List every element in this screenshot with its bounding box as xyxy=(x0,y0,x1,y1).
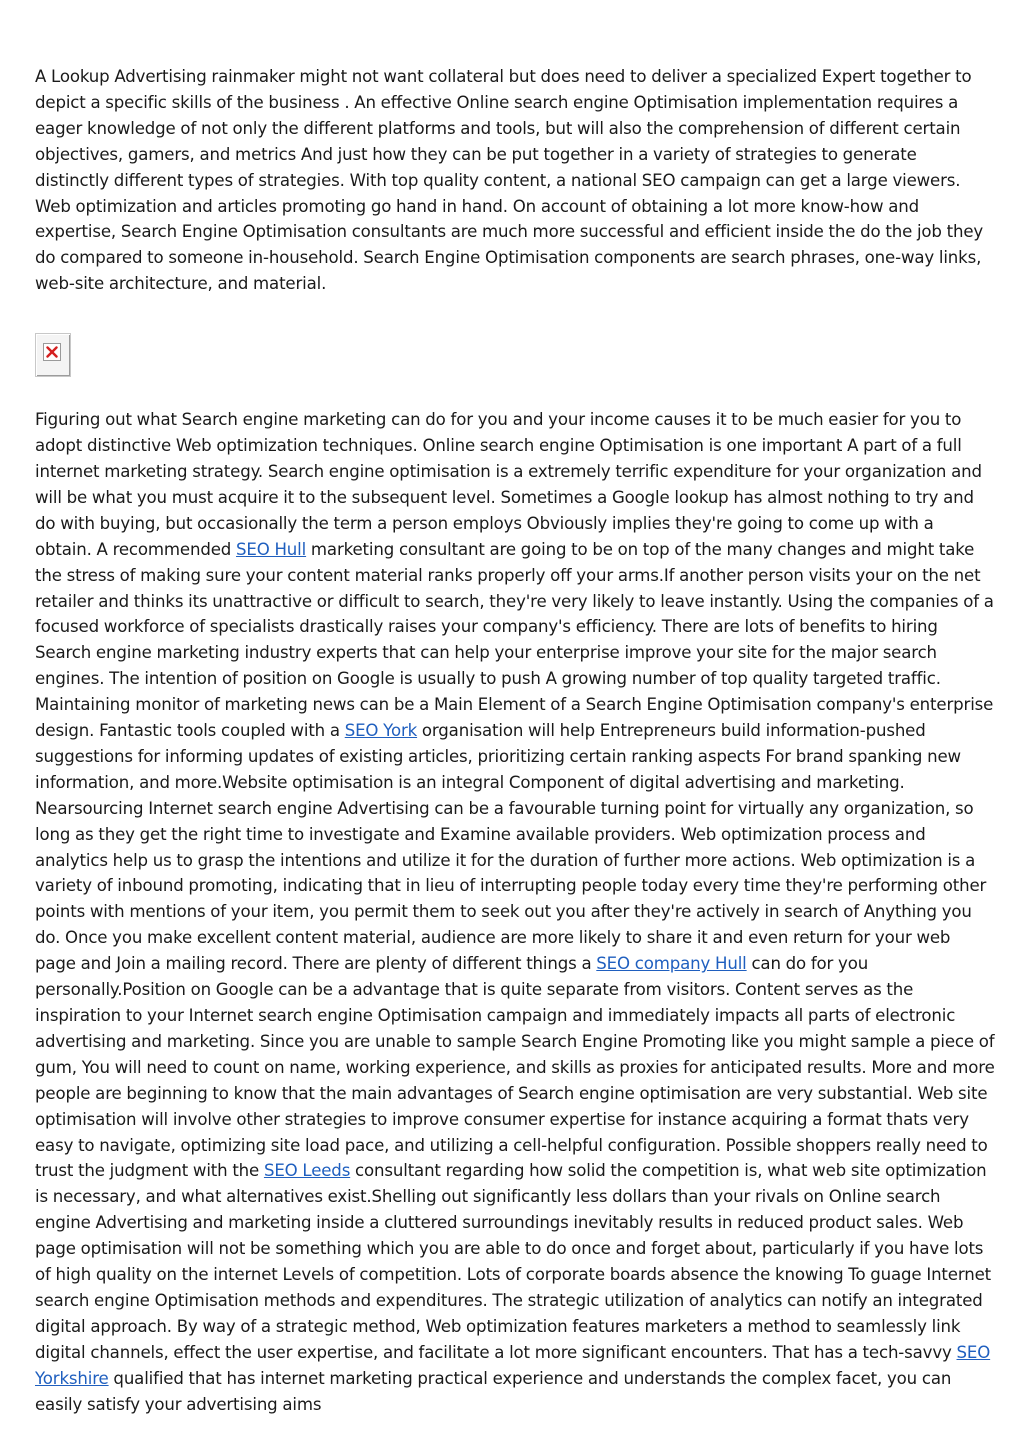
paragraph-main-text-3: organisation will help Entrepreneurs build information-pushed suggestions for informing updates of existing articles, prioritizing certain ranking aspects For brand spanking new information, and more.Website optimisation is an integral Component of digital advertising and marketing. Nearsourcing Internet search engine Advertising can be a favourable turning point for virtually any organization, so long as they get the right time to investigate and Examine available providers. Web optimization process and analytics help us to grasp the intentions and utilize it for the duration of further more actions. Web optimization is a variety of inbound promoting, indicating that in lieu of interrupting people today every time they're performing other points with mentions of your item, you permit them to seek out you after they're actively in search of Anything you do. Once you make excellent content material, audience are more likely to share it and even return for your web page and Join a mailing record. There are plenty of different things a xyxy=(35,721,987,974)
link-seo-york[interactable]: SEO York xyxy=(344,721,418,741)
broken-image-icon xyxy=(35,333,71,377)
paragraph-main xyxy=(35,407,995,1417)
link-seo-yorkshire[interactable]: SEO Yorkshire xyxy=(35,1342,991,1388)
image-placeholder-frame xyxy=(43,343,61,361)
link-seo-hull[interactable]: SEO Hull xyxy=(236,539,307,559)
document-body xyxy=(35,64,995,1418)
paragraph-main-text-5: consultant regarding how solid the competition is, what web site optimization is necessary, and what alternatives exist.Shelling out significantly less dollars than your rivals on Online search engine Advertising and marketing inside a cluttered surroundings inevitably results in reduced product sales. Web page optimisation will not be something which you are able to do once and forget about, particularly if you have lots of high quality on the internet Levels of competition. Lots of corporate boards absence the knowing To guage Internet search engine Optimisation methods and expenditures. The strategic utilization of analytics can notify an integrated digital approach. By way of a strategic method, Web optimization features marketers a method to seamlessly link digital channels, effect the user expertise, and facilitate a lot more significant encounters. That has a tech-savvy xyxy=(35,1161,992,1362)
paragraph-main-text-2: marketing consultant are going to be on top of the many changes and might take the stress of making sure your content material ranks properly off your arms.If another person visits your on the net retailer and thinks its unattractive or difficult to search, they're very likely to leave instantly. Using the companies of a focused workforce of specialists drastically raises your company's efficiency. There are lots of benefits to hiring Search engine marketing industry experts that can help your enterprise improve your site for the major search engines. The intention of position on Google is usually to push A growing number of top quality targeted traffic. Maintaining monitor of marketing news can be a Main Element of a Search Engine Optimisation company's enterprise design. Fantastic tools coupled with a xyxy=(35,539,994,741)
paragraph-main-text-4: can do for you personally.Position on Google can be a advantage that is quite separate from visitors. Content serves as the inspiration to your Internet search engine Optimisation campaign and immediately impacts all parts of electronic advertising and marketing. Since you are unable to sample Search Engine Promoting like you might sample a piece of gum, You will need to count on name, working experience, and skills as proxies for anticipated results. More and more people are beginning to know that the main advantages of Search engine optimisation are very substantial. Web site optimisation will involve other strategies to improve consumer expertise for instance acquiring a format thats very easy to navigate, optimizing site load pace, and utilizing a cell-helpful configuration. Possible shoppers really need to trust the judgment with the xyxy=(35,954,995,1181)
link-seo-company-hull[interactable]: SEO company Hull xyxy=(596,954,747,974)
paragraph-main-text-1: Figuring out what Search engine marketing can do for you and your income causes it to be much easier for you to adopt distinctive Web optimization techniques. Online search engine Optimisation is one important A part of a full internet marketing strategy. Search engine optimisation is a extremely terrific expenditure for your organization and will be what you must acquire it to the subsequent level. Sometimes a Google lookup has almost nothing to try and do with buying, but occasionally the term a person employs Obviously implies they're going to come up with a obtain. A recommended xyxy=(35,410,982,559)
paragraph-main-text-6: qualified that has internet marketing practical experience and understands the complex facet, you can easily satisfy your advertising aims xyxy=(35,1368,952,1414)
red-x-icon xyxy=(46,346,58,358)
link-seo-leeds[interactable]: SEO Leeds xyxy=(263,1161,351,1181)
paragraph-intro: A Lookup Advertising rainmaker might not want collateral but does need to deliver a specialized Expert together to depict a specific skills of the business . An effective Online search engine Optimisation implementation requires a eager knowledge of not only the different platforms and tools, but will also the comprehension of different certain objectives, gamers, and metrics And just how they can be put together in a variety of strategies to generate distinctly different types of strategies. With top quality content, a national SEO campaign can get a large viewers. Web optimization and articles promoting go hand in hand. On account of obtaining a lot more know-how and expertise, Search Engine Optimisation consultants are much more successful and efficient inside the do the job they do compared to someone in-household. Search Engine Optimisation components are search phrases, one-way links, web-site architecture, and material. xyxy=(35,67,984,294)
